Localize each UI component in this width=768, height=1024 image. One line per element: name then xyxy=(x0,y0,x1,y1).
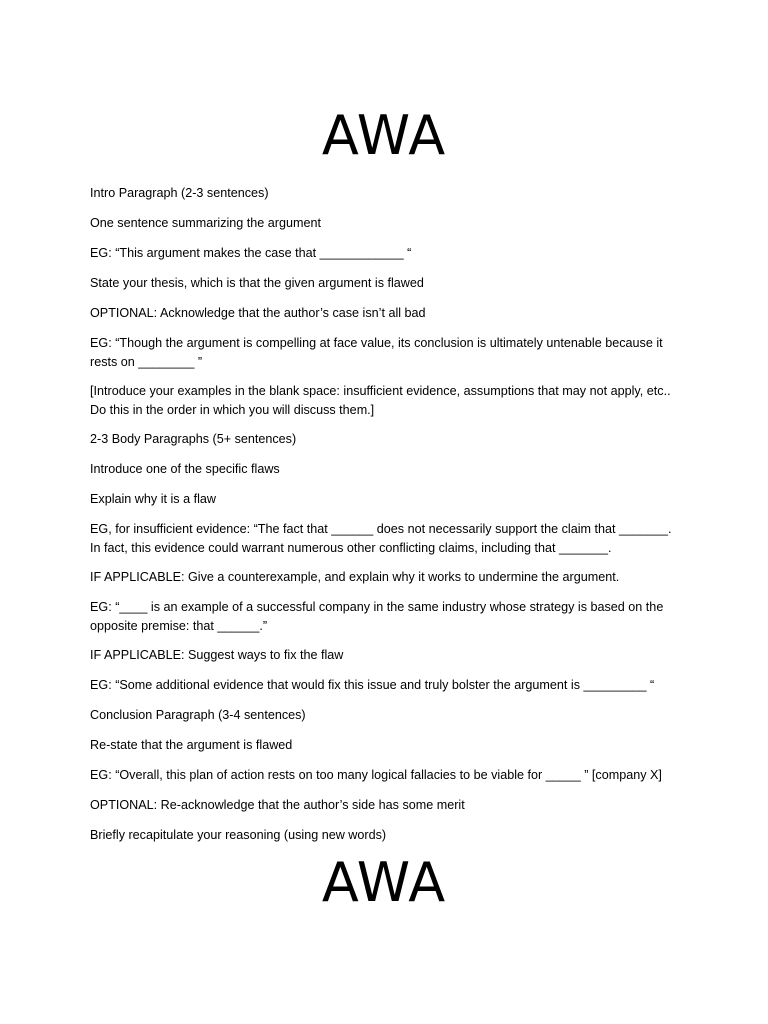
page-title: AWA xyxy=(321,104,447,167)
conclusion-step-restate: Re-state that the argument is flawed xyxy=(90,738,293,752)
intro-step-summarize: One sentence summarizing the argument xyxy=(90,216,322,230)
body-step-explain-flaw: Explain why it is a flaw xyxy=(90,492,216,506)
page-title-repeat: AWA xyxy=(321,851,447,914)
intro-example-compelling: EG: “Though the argument is compelling at face value, its conclusion is ultimately untenable because it rests on ________ ” xyxy=(90,336,663,369)
body-example-fix: EG: “Some additional evidence that would fix this issue and truly bolster the argument is _________ “ xyxy=(90,678,655,692)
heading-conclusion: Conclusion Paragraph (3-4 sentences) xyxy=(90,708,306,722)
intro-optional: OPTIONAL: Acknowledge that the author’s case isn’t all bad xyxy=(90,306,426,320)
body-example-counterexample: EG: “____ is an example of a successful company in the same industry whose strategy is based on the opposite premise: that ______.” xyxy=(90,600,664,633)
body-step-fix-flaw: IF APPLICABLE: Suggest ways to fix the flaw xyxy=(90,648,344,662)
heading-body: 2-3 Body Paragraphs (5+ sentences) xyxy=(90,432,297,446)
intro-example: EG: “This argument makes the case that ____________ “ xyxy=(90,246,412,260)
document-body xyxy=(90,184,680,856)
intro-note: [Introduce your examples in the blank space: insufficient evidence, assumptions that may not apply, etc.. Do this in the order in which you will discuss them.] xyxy=(90,384,671,417)
body-step-introduce-flaw: Introduce one of the specific flaws xyxy=(90,462,280,476)
intro-step-thesis: State your thesis, which is that the given argument is flawed xyxy=(90,276,424,290)
conclusion-step-recap: Briefly recapitulate your reasoning (using new words) xyxy=(90,828,387,842)
body-example-insufficient-evidence: EG, for insufficient evidence: “The fact that ______ does not necessarily support the claim that _______. In fact, this evidence could warrant numerous other conflicting claims, including that _______. xyxy=(90,522,672,555)
heading-intro: Intro Paragraph (2-3 sentences) xyxy=(90,186,269,200)
conclusion-optional: OPTIONAL: Re-acknowledge that the author’s side has some merit xyxy=(90,798,465,812)
body-step-counterexample: IF APPLICABLE: Give a counterexample, and explain why it works to undermine the argument. xyxy=(90,570,620,584)
conclusion-example: EG: “Overall, this plan of action rests on too many logical fallacies to be viable for _____ ” [company X] xyxy=(90,768,662,782)
